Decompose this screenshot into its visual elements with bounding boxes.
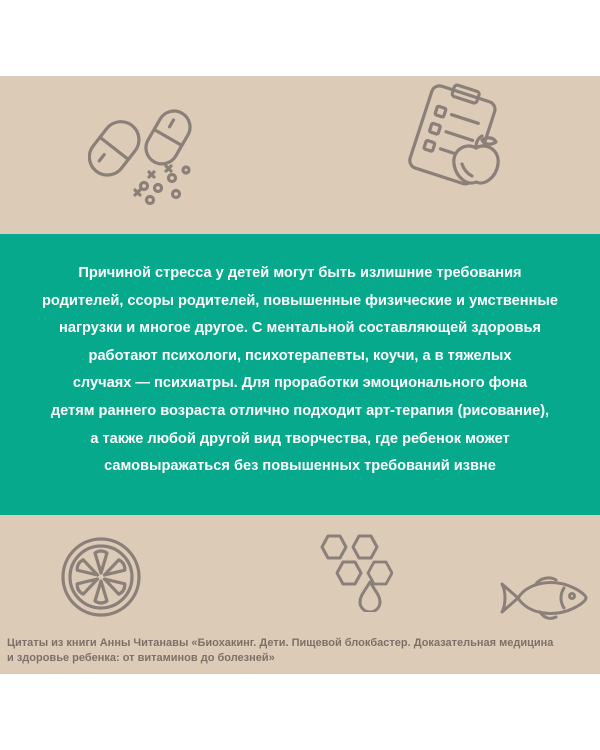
quote-line: нагрузки и многое другое. С ментальной составляющей здоровья: [59, 320, 541, 337]
lemon-slice-icon: [54, 530, 149, 625]
fish-icon: [498, 570, 588, 626]
quote-text: [36, 260, 564, 481]
citation-text: [7, 636, 597, 666]
quote-line: работают психологи, психотерапевты, коучи, а в тяжелых: [88, 347, 512, 364]
citation-line: и здоровье ребенка: от витаминов до болезней»: [7, 652, 275, 664]
quote-line: детям раннего возраста отлично подходит арт-терапия (рисование),: [50, 402, 550, 419]
capsule-icon: [88, 104, 218, 214]
quote-line: родителей, ссоры родителей, повышенные физические и умственные: [42, 292, 558, 309]
quote-line: случаях — психиатры. Для проработки эмоционального фона: [72, 375, 528, 392]
quote-line: а также любой другой вид творчества, где ребенок может: [90, 430, 510, 447]
honeycomb-drop-icon: [318, 532, 393, 612]
checklist-apple-icon: [398, 78, 513, 193]
quote-line: самовыражаться без повышенных требований извне: [104, 458, 496, 475]
citation-line: Цитаты из книги Анны Читанавы «Биохакинг. Дети. Пищевой блокбастер. Доказательная медицина: [7, 637, 554, 649]
quote-band: [0, 234, 600, 515]
info-card: [0, 76, 600, 674]
quote-line: Причиной стресса у детей могут быть излишние требования: [78, 265, 522, 281]
